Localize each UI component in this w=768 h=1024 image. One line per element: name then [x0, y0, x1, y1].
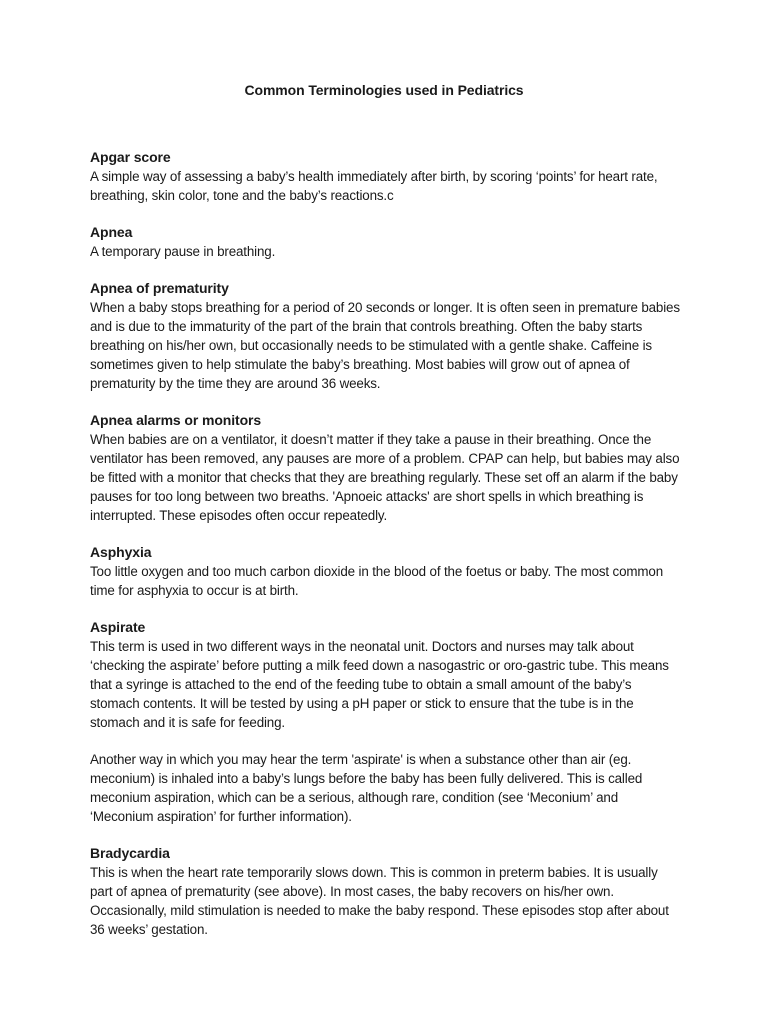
term-definition: A simple way of assessing a baby’s health immediately after birth, by scoring ‘points’ for heart rate, breathing, skin color, tone and the baby’s reactions.c — [90, 169, 658, 203]
term-definition: Another way in which you may hear the term 'aspirate' is when a substance other than air (eg. meconium) is inhaled into a baby’s lungs before the baby has been fully delivered. This is called meconium aspiration, which can be a serious, although rare, condition (see ‘Meconium’ and ‘Meconium aspiration’ for further information). — [90, 752, 643, 824]
term-heading: Apgar score — [90, 149, 171, 165]
term-apnea-alarms-or-monitors — [90, 411, 680, 525]
term-definition: A temporary pause in breathing. — [90, 244, 276, 259]
document-title: Common Terminologies used in Pediatrics — [244, 82, 524, 98]
document-content — [90, 148, 680, 957]
term-definition: When a baby stops breathing for a period of 20 seconds or longer. It is often seen in premature babies and is due to the immaturity of the part of the brain that controls breathing. Often the baby starts breathing on his/her own, but occasionally needs to be stimulated with a gentle shake. Caffeine is sometimes given to help stimulate the baby’s breathing. Most babies will grow out of apnea of prematurity by the time they are around 36 weeks. — [90, 300, 680, 391]
term-apnea-of-prematurity — [90, 279, 680, 393]
term-definition: This term is used in two different ways in the neonatal unit. Doctors and nurses may talk about ‘checking the aspirate’ before putting a milk feed down a nasogastric or oro-gastric tube. This means that a syringe is attached to the end of the feeding tube to obtain a small amount of the baby’s stomach contents. It will be tested by using a pH paper or stick to ensure that the tube is in the stomach and it is safe for feeding. — [90, 639, 669, 730]
term-bradycardia — [90, 844, 680, 939]
term-definition: Too little oxygen and too much carbon dioxide in the blood of the foetus or baby. The most common time for asphyxia to occur is at birth. — [90, 564, 664, 598]
term-heading: Aspirate — [90, 619, 146, 635]
term-heading: Apnea alarms or monitors — [90, 412, 262, 428]
term-apnea — [90, 223, 680, 261]
term-heading: Apnea — [90, 224, 133, 240]
term-apgar-score — [90, 148, 680, 205]
term-asphyxia — [90, 543, 680, 600]
term-heading: Bradycardia — [90, 845, 170, 861]
term-heading: Asphyxia — [90, 544, 152, 560]
term-definition: This is when the heart rate temporarily slows down. This is common in preterm babies. It is usually part of apnea of prematurity (see above). In most cases, the baby recovers on his/her own. Occasionally, mild stimulation is needed to make the baby respond. These episodes stop after about 36 weeks’ gestation. — [90, 865, 669, 937]
term-definition: When babies are on a ventilator, it doesn’t matter if they take a pause in their breathing. Once the ventilator has been removed, any pauses are more of a problem. CPAP can help, but babies may also be fitted with a monitor that checks that they are breathing regularly. These set off an alarm if the baby pauses for too long between two breaths. 'Apnoeic attacks' are short spells in which breathing is interrupted. These episodes often occur repeatedly. — [90, 432, 680, 523]
term-heading: Apnea of prematurity — [90, 280, 229, 296]
term-aspirate — [90, 618, 680, 826]
